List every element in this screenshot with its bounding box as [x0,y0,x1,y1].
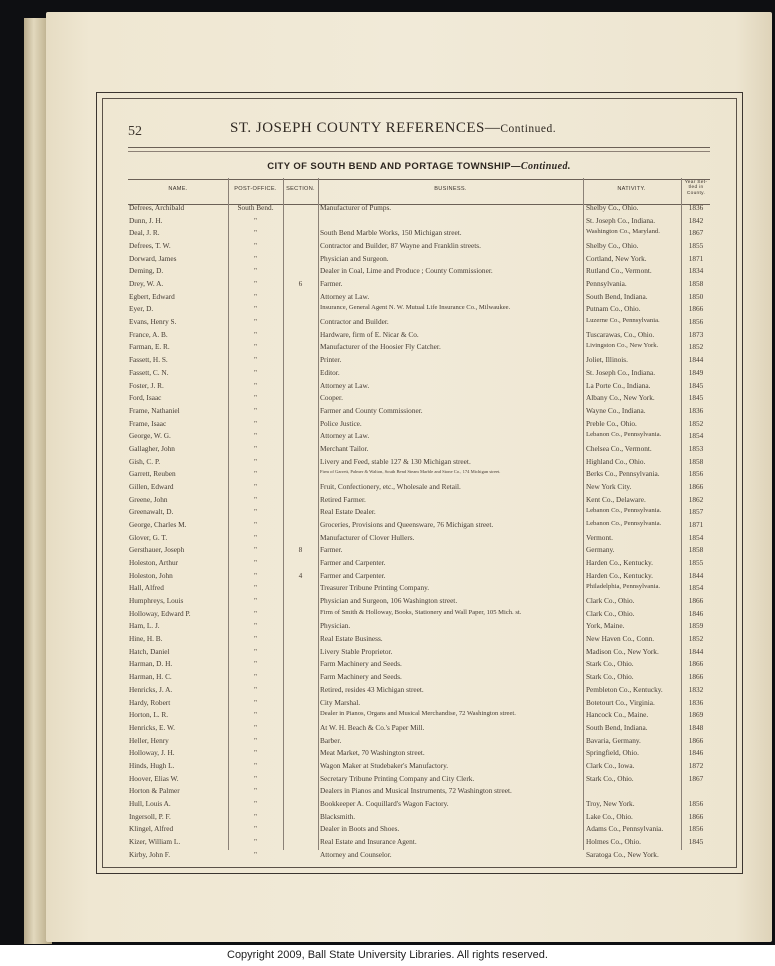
cell-yr: 1858 [688,279,704,289]
cell-po: " [254,773,257,783]
cell-nat: Holmes Co., Ohio. [586,837,641,846]
cell-nat: Stark Co., Ohio. [586,659,634,669]
cell-name: Greene, John [129,494,168,504]
cell-po: " [254,405,257,415]
cell-name: Evans, Henry S. [129,317,177,327]
cell-name: Hoover, Elias W. [129,773,179,783]
cell-name: Kizer, William L. [129,837,181,846]
cell-name: Heller, Henry [129,735,169,745]
cell-nat: Saratoga Co., New York. [586,849,659,859]
cell-po: " [254,266,257,276]
cell-bus: Bookkeeper A. Coquillard's Wagon Factory. [320,798,449,808]
cell-nat: Germany. [586,545,615,555]
cell-bus: Attorney at Law. [320,291,370,301]
cell-nat: South Bend, Indiana. [586,291,648,301]
cell-yr: 1866 [688,481,704,491]
cell-name: George, Charles M. [129,520,187,529]
cell-bus: Firm of Garrett, Palmer & Walton, South Bend Steam Marble and Stone Co., 174 Michigan street. [320,469,501,475]
cell-yr: 1845 [688,393,704,403]
cell-yr: 1854 [688,583,704,593]
cell-nat: New Haven Co., Conn. [586,634,655,644]
cell-name: Gersthauer, Joseph [129,545,185,555]
column-divider-3 [318,178,319,850]
cell-po: " [254,608,257,618]
cell-yr: 1844 [688,646,704,656]
section-subtitle [128,161,710,172]
cell-po: " [254,469,257,479]
cell-po: " [254,596,257,606]
cell-yr: 1845 [688,380,704,390]
cell-bus: Dealer in Pianos, Organs and Musical Merchandise, 72 Washington street. [320,710,516,718]
header-section: SECTION. [286,186,315,192]
cell-nat: Chelsea Co., Vermont. [586,443,652,453]
cell-bus: Farm Machinery and Seeds. [320,659,402,669]
cell-nat: Lebanon Co., Pennsylvania. [586,507,662,515]
cell-name: Harman, H. C. [129,672,172,682]
cell-yr: 1857 [688,507,704,517]
cell-nat: Hancock Co., Maine. [586,710,649,720]
cell-bus: Farmer and County Commissioner. [320,405,423,415]
cell-nat: South Bend, Indiana. [586,722,648,732]
cell-bus: Attorney at Law. [320,431,370,441]
cell-yr: 1866 [688,811,704,821]
cell-bus: Physician. [320,621,351,631]
cell-nat: Preble Co., Ohio. [586,418,637,428]
cell-nat: Tuscarawas, Co., Ohio. [586,329,655,339]
header-business: BUSINESS. [434,186,467,192]
cell-name: Frame, Isaac [129,418,167,428]
cell-yr: 1866 [688,735,704,745]
cell-bus: Real Estate Dealer. [320,507,376,517]
cell-nat: York, Maine. [586,621,625,631]
cell-bus: Meat Market, 70 Washington street. [320,748,425,758]
header-nativity: NATIVITY. [617,186,646,192]
cell-nat: Berks Co., Pennsylvania. [586,469,660,479]
cell-yr: 1854 [688,431,704,441]
cell-yr: 1836 [688,203,704,212]
cell-po: " [254,583,257,593]
cell-po: " [254,253,257,263]
cell-bus: Farmer. [320,545,343,555]
cell-nat: La Porte Co., Indiana. [586,380,651,390]
cell-po: " [254,494,257,504]
cell-yr: 1866 [688,659,704,669]
cell-bus: Farmer and Carpenter. [320,558,386,568]
cell-name: Drey, W. A. [129,279,164,289]
cell-po: " [254,672,257,682]
cell-yr: 1862 [688,494,704,504]
cell-sec: 4 [298,570,303,580]
cell-yr: 1867 [688,773,704,783]
cell-name: Henricks, J. A. [129,684,173,694]
header-year-settled: Year Set-tled in County. [684,180,708,196]
cell-bus: Firm of Smith & Holloway, Books, Stationery and Wall Paper, 105 Mich. st. [320,608,522,616]
cell-po: " [254,710,257,720]
cell-po: " [254,418,257,428]
cell-name: Ingersoll, P. F. [129,811,171,821]
cell-bus: Dealer in Coal, Lime and Produce ; County Commissioner. [320,266,493,276]
cell-nat: Clark Co., Iowa. [586,760,635,770]
cell-yr: 1844 [688,570,704,580]
cell-name: Hatch, Daniel [129,646,170,656]
cell-po: " [254,291,257,301]
cell-name: Gillen, Edward [129,481,174,491]
cell-bus: Barber. [320,735,342,745]
cell-nat: Bavaria, Germany. [586,735,641,745]
cell-po: " [254,279,257,289]
cell-bus: Merchant Tailor. [320,443,369,453]
cell-po: " [254,837,257,846]
cell-po: " [254,570,257,580]
cell-po: " [254,659,257,669]
cell-name: Foster, J. R. [129,380,164,390]
cell-name: Klingel, Alfred [129,824,174,834]
cell-yr: 1869 [688,710,704,720]
cell-po: " [254,342,257,352]
cell-po: " [254,431,257,441]
cell-yr: 1854 [688,532,704,542]
cell-nat: Harden Co., Kentucky. [586,558,654,568]
cell-name: Hinds, Hugh L. [129,760,175,770]
cell-yr: 1849 [688,367,704,377]
cell-po: " [254,786,257,796]
title-rule [128,147,710,148]
cell-nat: Clark Co., Ohio. [586,608,635,618]
subtitle-main: CITY OF SOUTH BEND AND PORTAGE TOWNSHIP— [267,161,521,172]
cell-bus: Wagon Maker at Studebaker's Manufactory. [320,760,449,770]
cell-name: Humphreys, Louis [129,596,184,606]
cell-yr: 1871 [688,520,704,529]
cell-bus: Editor. [320,367,340,377]
column-divider-4 [583,178,584,850]
cell-yr: 1850 [688,291,704,301]
cell-name: Holeston, Arthur [129,558,179,568]
cell-nat: Vermont. [586,532,613,542]
cell-yr: 1834 [688,266,704,276]
cell-yr: 1856 [688,469,704,479]
cell-bus: Contractor and Builder. [320,317,389,327]
cell-po: " [254,317,257,327]
cell-po: " [254,748,257,758]
cell-name: Garrett, Reuben [129,469,176,479]
cell-nat: Rutland Co., Vermont. [586,266,652,276]
cell-yr: 1842 [688,215,704,225]
cell-name: Greenawalt, D. [129,507,174,517]
cell-name: Holloway, J. H. [129,748,175,758]
cell-nat: Troy, New York. [586,798,635,808]
cell-bus: Groceries, Provisions and Queensware, 76 Michigan street. [320,520,494,529]
cell-po: " [254,380,257,390]
cell-name: Horton & Palmer [129,786,180,796]
cell-bus: Farmer. [320,279,343,289]
cell-name: Deal, J. R. [129,228,160,238]
header-post-office: POST-OFFICE. [234,186,277,192]
cell-bus: Real Estate Business. [320,634,383,644]
cell-nat: Springfield, Ohio. [586,748,639,758]
cell-bus: Treasurer Tribune Printing Company. [320,583,430,593]
cell-yr: 1845 [688,837,704,846]
cell-name: Dorward, James [129,253,177,263]
cell-yr: 1856 [688,317,704,327]
cell-name: Egbert, Edward [129,291,175,301]
cell-bus: Retired Farmer. [320,494,366,504]
cell-po: " [254,722,257,732]
cell-po: " [254,241,257,251]
cell-po: " [254,558,257,568]
cell-bus: Physician and Surgeon, 106 Washington street. [320,596,458,606]
cell-po: " [254,329,257,339]
page-title-main: ST. JOSEPH COUNTY REFERENCES— [230,120,501,136]
cell-nat: Philadelphia, Pennsylvania. [586,583,661,591]
cell-yr: 1856 [688,798,704,808]
cell-yr: 1867 [688,228,704,238]
cell-yr: 1852 [688,634,704,644]
cell-nat: Lebanon Co., Pennsylvania. [586,520,662,527]
cell-yr: 1832 [688,684,704,694]
cell-yr: 1853 [688,443,704,453]
cell-bus: Physician and Surgeon. [320,253,389,263]
cell-bus: Cooper. [320,393,343,403]
cell-yr: 1872 [688,760,704,770]
cell-po: " [254,634,257,644]
cell-bus: City Marshal. [320,697,361,707]
cell-yr: 1855 [688,241,704,251]
cell-name: Eyer, D. [129,304,154,314]
cell-yr: 1844 [688,355,704,365]
cell-nat: Wayne Co., Indiana. [586,405,646,415]
cell-po: " [254,621,257,631]
cell-nat: Kent Co., Delaware. [586,494,646,504]
cell-name: Dunn, J. H. [129,215,163,225]
cell-name: Fassett, H. S. [129,355,168,365]
cell-nat: Pembleton Co., Kentucky. [586,684,663,694]
cell-name: Henricks, E. W. [129,722,176,732]
cell-bus: Printer. [320,355,342,365]
page-title-cont: Continued. [500,123,557,135]
cell-po: " [254,443,257,453]
cell-yr: 1859 [688,621,704,631]
cell-po: " [254,798,257,808]
cell-nat: Madison Co., New York. [586,646,659,656]
cell-bus: Manufacturer of Clover Hullers. [320,532,415,542]
header-rule [128,179,710,205]
cell-po: " [254,215,257,225]
cell-name: Horton, L. R. [129,710,169,720]
cell-nat: Lake Co., Ohio. [586,811,633,821]
copyright-footer: Copyright 2009, Ball State University Libraries. All rights reserved. [0,945,775,966]
cell-po: " [254,532,257,542]
cell-bus: Farmer and Carpenter. [320,570,386,580]
cell-nat: Pennsylvania. [586,279,627,289]
cell-bus: Police Justice. [320,418,362,428]
cell-bus: Fruit, Confectionery, etc., Wholesale and Retail. [320,481,461,491]
cell-po: " [254,481,257,491]
cell-po: " [254,735,257,745]
cell-bus: Contractor and Builder, 87 Wayne and Franklin streets. [320,241,481,251]
cell-yr: 1852 [688,342,704,352]
cell-po: " [254,811,257,821]
cell-yr: 1866 [688,672,704,682]
cell-nat: Joliet, Illinois. [586,355,628,365]
cell-nat: New York City. [586,481,632,491]
cell-name: Frame, Nathaniel [129,405,180,415]
cell-name: Ford, Isaac [129,393,162,403]
cell-name: Harman, D. H. [129,659,173,669]
cell-name: Defrees, T. W. [129,241,171,251]
cell-yr: 1866 [688,596,704,606]
cell-yr: 1866 [688,304,704,314]
cell-po: " [254,545,257,555]
cell-bus: Livery Stable Proprietor. [320,646,393,656]
cell-name: Glover, G. T. [129,532,168,542]
cell-name: Hall, Alfred [129,583,164,593]
cell-po: " [254,355,257,365]
cell-name: Defrees, Archibald [129,203,185,212]
cell-nat: Albany Co., New York. [586,393,655,403]
cell-yr: 1855 [688,558,704,568]
cell-name: Farman, E. R. [129,342,170,352]
cell-name: Hine, H. B. [129,634,163,644]
header-name: NAME. [168,186,188,192]
cell-bus: Livery and Feed, stable 127 & 130 Michigan street. [320,456,471,466]
cell-po: " [254,520,257,529]
cell-nat: Washington Co., Maryland. [586,228,660,236]
cell-name: Kirby, John F. [129,849,171,859]
subtitle-cont: Continued. [520,161,571,172]
cell-nat: St. Joseph Co., Indiana. [586,215,656,225]
cell-po: " [254,849,257,859]
cell-po: " [254,684,257,694]
cell-po: " [254,367,257,377]
cell-po: " [254,824,257,834]
cell-po: " [254,456,257,466]
cell-yr: 1856 [688,824,704,834]
cell-nat: Harden Co., Kentucky. [586,570,654,580]
title-rule-2 [128,151,710,152]
cell-name: Fassett, C. N. [129,367,169,377]
page-title [230,120,630,137]
cell-yr: 1871 [688,253,704,263]
cell-po: " [254,697,257,707]
cell-name: Gallagher, John [129,443,175,453]
cell-nat: Stark Co., Ohio. [586,773,634,783]
cell-yr: 1873 [688,329,704,339]
cell-bus: Attorney at Law. [320,380,370,390]
cell-bus: Secretary Tribune Printing Company and City Clerk. [320,773,475,783]
cell-bus: Farm Machinery and Seeds. [320,672,402,682]
cell-nat: Putnam Co., Ohio. [586,304,641,314]
cell-nat: Adams Co., Pennsylvania. [586,824,664,834]
cell-name: Hardy, Robert [129,697,171,707]
cell-yr: 1848 [688,722,704,732]
cell-nat: Livingston Co., New York. [586,342,659,350]
cell-yr: 1858 [688,545,704,555]
cell-po: " [254,507,257,517]
cell-bus: Attorney and Counselor. [320,849,392,859]
cell-po: " [254,228,257,238]
cell-nat: St. Joseph Co., Indiana. [586,367,656,377]
cell-bus: Retired, resides 43 Michigan street. [320,684,424,694]
cell-yr: 1836 [688,697,704,707]
cell-bus: Insurance, General Agent N. W. Mutual Life Insurance Co., Milwaukee. [320,304,511,312]
cell-name: Hull, Louis A. [129,798,171,808]
cell-bus: Dealer in Boots and Shoes. [320,824,400,834]
cell-nat: Luzerne Co., Pennsylvania. [586,317,660,325]
cell-bus: Real Estate and Insurance Agent. [320,837,417,846]
cell-nat: Shelby Co., Ohio. [586,203,639,212]
page-number: 52 [128,124,142,139]
cell-bus: Manufacturer of the Hoosier Fly Catcher. [320,342,441,352]
cell-yr: 1858 [688,456,704,466]
cell-nat: Clark Co., Ohio. [586,596,635,606]
cell-name: Holloway, Edward P. [129,608,191,618]
cell-bus: Hardware, firm of E. Nicar & Co. [320,329,419,339]
cell-po: " [254,304,257,314]
cell-bus: Blacksmith. [320,811,356,821]
cell-nat: Cortland, New York. [586,253,647,263]
cell-nat: Botetourt Co., Virginia. [586,697,655,707]
cell-name: France, A. B. [129,329,168,339]
cell-po: " [254,646,257,656]
cell-sec: 8 [298,545,303,555]
cell-name: Ham, L. J. [129,621,160,631]
cell-yr: 1846 [688,608,704,618]
cell-sec: 6 [298,279,303,289]
cell-nat: Stark Co., Ohio. [586,672,634,682]
cell-bus: Dealers in Pianos and Musical Instruments, 72 Washington street. [320,786,512,796]
cell-po: " [254,393,257,403]
cell-bus: Manufacturer of Pumps. [320,203,392,212]
cell-yr: 1852 [688,418,704,428]
cell-bus: South Bend Marble Works, 150 Michigan street. [320,228,462,238]
cell-name: Holeston, John [129,570,173,580]
cell-name: George, W. G. [129,431,171,441]
cell-po: South Bend. [237,203,274,212]
cell-nat: Highland Co., Ohio. [586,456,646,466]
cell-name: Deming, D. [129,266,164,276]
cell-name: Gish, C. P. [129,456,161,466]
cell-yr: 1836 [688,405,704,415]
cell-bus: At W. H. Beach & Co.'s Paper Mill. [320,722,425,732]
cell-nat: Lebanon Co., Pennsylvania. [586,431,662,439]
cell-nat: Shelby Co., Ohio. [586,241,639,251]
cell-po: " [254,760,257,770]
cell-yr: 1846 [688,748,704,758]
